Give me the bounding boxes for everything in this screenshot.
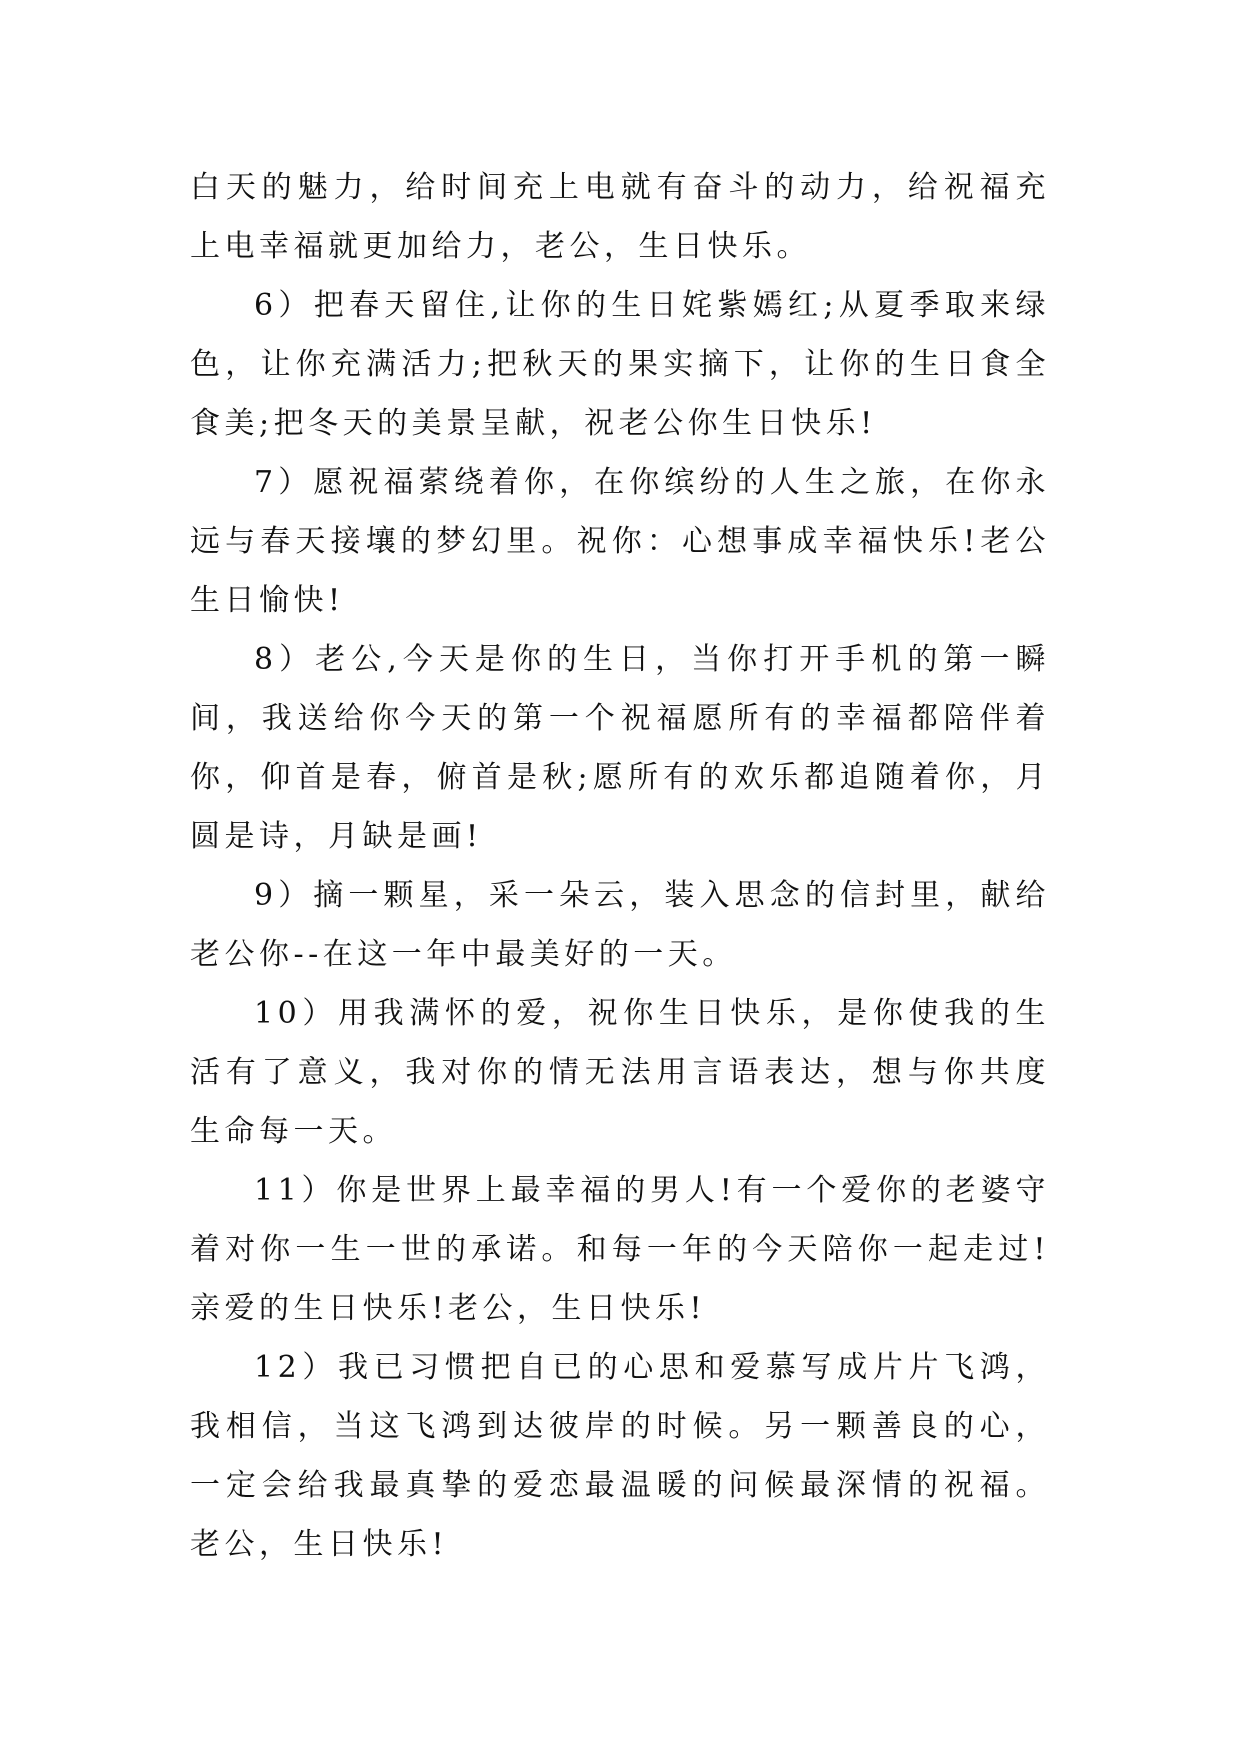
- paragraph-12: 12）我已习惯把自已的心思和爱慕写成片片飞鸿，我相信，当这飞鸿到达彼岸的时候。另一颗善良的心，一定会给我最真挚的爱恋最温暖的问候最深情的祝福。老公，生日快乐!: [190, 1350, 1050, 1562]
- paragraph-10: 10）用我满怀的爱，祝你生日快乐，是你使我的生活有了意义，我对你的情无法用言语表达，想与你共度生命每一天。: [190, 996, 1050, 1149]
- paragraph-continuation: 白天的魅力，给时间充上电就有奋斗的动力，给祝福充上电幸福就更加给力，老公，生日快乐。: [190, 170, 1050, 264]
- paragraph-8: 8）老公,今天是你的生日，当你打开手机的第一瞬间，我送给你今天的第一个祝福愿所有的幸福都陪伴着你，仰首是春，俯首是秋;愿所有的欢乐都追随着你，月圆是诗，月缺是画!: [190, 642, 1050, 854]
- paragraph-6: 6）把春天留住,让你的生日姹紫嫣红;从夏季取来绿色，让你充满活力;把秋天的果实摘下，让你的生日食全食美;把冬天的美景呈献，祝老公你生日快乐!: [190, 288, 1050, 441]
- paragraph-7: 7）愿祝福萦绕着你，在你缤纷的人生之旅，在你永远与春天接壤的梦幻里。祝你：心想事成幸福快乐!老公生日愉快!: [190, 465, 1050, 618]
- document-body: [190, 158, 1050, 1574]
- paragraph-11: 11）你是世界上最幸福的男人!有一个爱你的老婆守着对你一生一世的承诺。和每一年的今天陪你一起走过!亲爱的生日快乐!老公，生日快乐!: [190, 1173, 1050, 1326]
- paragraph-9: 9）摘一颗星，采一朵云，装入思念的信封里，献给老公你--在这一年中最美好的一天。: [190, 878, 1050, 972]
